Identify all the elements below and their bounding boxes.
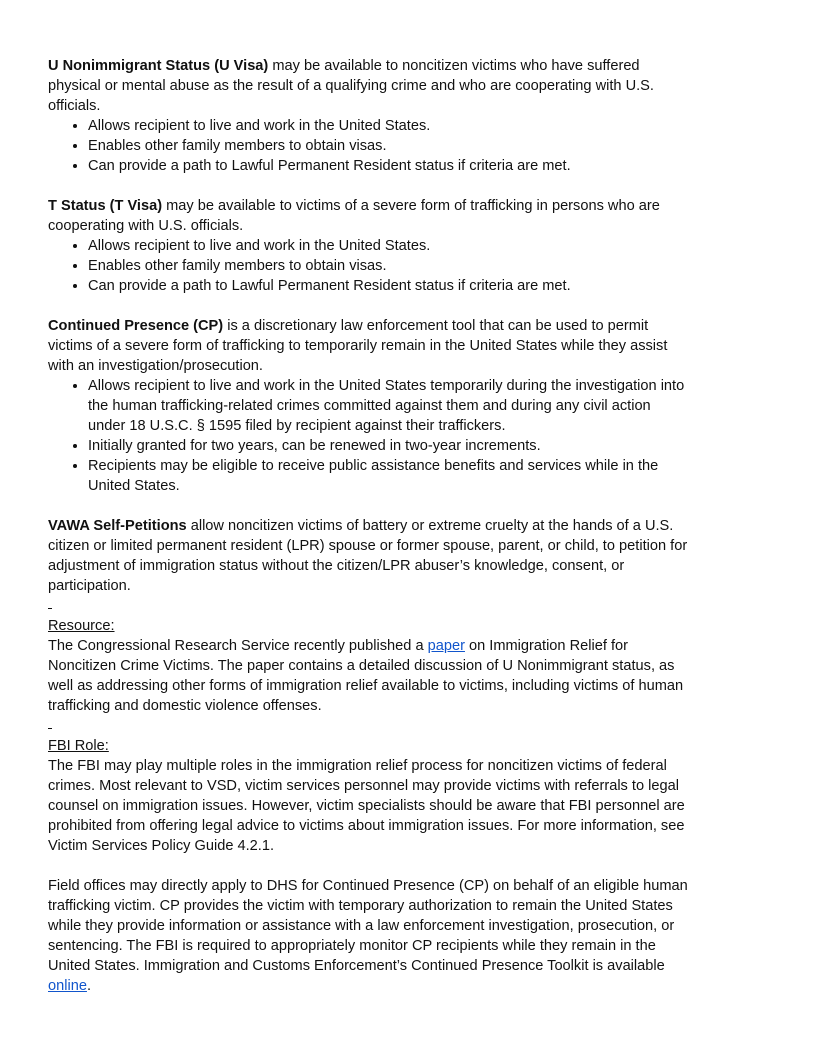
u-visa-term: U Nonimmigrant Status (U Visa): [48, 58, 269, 74]
list-item: • Initially granted for two years, can be renewed in two-year increments.: [88, 436, 688, 456]
online-link[interactable]: online: [48, 978, 87, 994]
cp-text: is a discretionary law enforcement tool that can be used to permit victims of a severe form of trafficking to temporarily remain in the United States while they assist with an investigation/prosecution.: [48, 318, 668, 374]
u-visa-text: may be available to noncitizen victims who have suffered physical or mental abuse as the result of a qualifying crime and who are cooperating with U.S. officials.: [48, 58, 654, 114]
resource-text-after: on Immigration Relief for Noncitizen Crime Victims. The paper contains a detailed discussion of U Nonimmigrant status, as well as addressing other forms of immigration relief available to victims, including victims of human trafficking and domestic violence offenses.: [48, 638, 684, 714]
cp-term: Continued Presence (CP): [48, 318, 224, 334]
list-item: • Allows recipient to live and work in the United States.: [88, 116, 688, 136]
list-item: • Can provide a path to Lawful Permanent Resident status if criteria are met.: [88, 276, 688, 296]
vawa-paragraph: [48, 516, 688, 596]
paper-link[interactable]: paper: [427, 638, 465, 654]
spacer: [48, 296, 688, 316]
list-item: • Allows recipient to live and work in the United States.: [88, 236, 688, 256]
resource-heading: Resource:: [48, 618, 115, 634]
fbi-role-text-after: .: [86, 978, 92, 994]
list-item: • Allows recipient to live and work in the United States temporarily during the investigation into the human trafficking-related crimes committed against them and during any civil action under 18 U.S.C. § 1595 filed by recipient against their traffickers.: [88, 376, 688, 436]
resource-paragraph: [48, 636, 688, 716]
list-item: • Recipients may be eligible to receive public assistance benefits and services while in the United States.: [88, 456, 688, 496]
spacer: [48, 496, 688, 516]
underline-mark: [48, 728, 52, 729]
vawa-term: VAWA Self-Petitions: [48, 518, 187, 534]
spacer: [48, 176, 688, 196]
t-visa-paragraph: [48, 196, 688, 236]
spacer: [48, 856, 688, 876]
t-visa-text: may be available to victims of a severe form of trafficking in persons who are cooperating with U.S. officials.: [48, 198, 660, 234]
list-item: • Can provide a path to Lawful Permanent Resident status if criteria are met.: [88, 156, 688, 176]
fbi-role-text-before: Field offices may directly apply to DHS for Continued Presence (CP) on behalf of an eligible human trafficking victim. CP provides the victim with temporary authorization to remain the United States while they provide information or assistance with a law enforcement investigation, prosecution, or sentencing. The FBI is required to appropriately monitor CP recipients while they remain in the United States. Immigration and Customs Enforcement’s Continued Presence Toolkit is available: [48, 878, 688, 974]
fbi-role-paragraph-1: The FBI may play multiple roles in the immigration relief process for noncitizen victims of federal crimes. Most relevant to VSD, victim services personnel may provide victims with referrals to legal counsel on immigration issues. However, victim specialists should be aware that FBI personnel are prohibited from offering legal advice to victims about immigration issues. For more information, see Victim Services Policy Guide 4.2.1.: [48, 758, 685, 854]
list-item: • Enables other family members to obtain visas.: [88, 256, 688, 276]
t-visa-term: T Status (T Visa): [48, 198, 163, 214]
vawa-text: allow noncitizen victims of battery or extreme cruelty at the hands of a U.S. citizen or limited permanent resident (LPR) spouse or former spouse, parent, or child, to petition for adjustment of immigration status without the citizen/LPR abuser’s knowledge, consent, or participation.: [48, 518, 688, 594]
u-visa-bullet-list: [48, 116, 688, 176]
cp-bullet-list: [48, 376, 688, 496]
u-visa-paragraph: [48, 56, 688, 116]
document-page: [48, 56, 688, 996]
spacer: [48, 596, 688, 616]
t-visa-bullet-list: [48, 236, 688, 296]
fbi-role-heading: FBI Role:: [48, 738, 109, 754]
list-item: • Enables other family members to obtain visas.: [88, 136, 688, 156]
resource-text-before: The Congressional Research Service recently published a: [48, 638, 428, 654]
cp-paragraph: [48, 316, 688, 376]
underline-mark: [48, 608, 52, 609]
spacer: [48, 716, 688, 736]
fbi-role-paragraph-2: [48, 876, 688, 996]
